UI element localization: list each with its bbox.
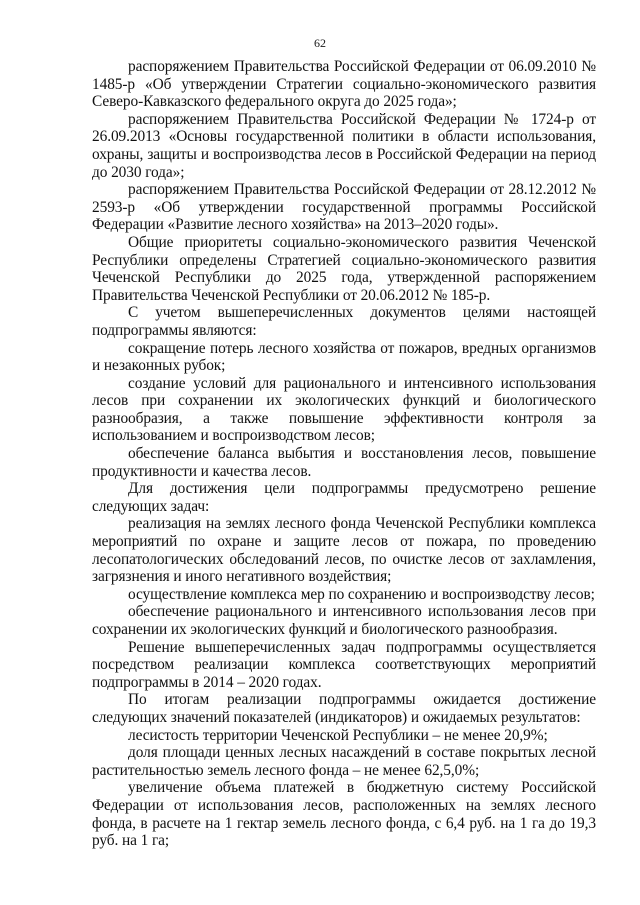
paragraph-result-2: доля площади ценных лесных насаждений в составе покрытых лесной растительностью земель лесного фонда – не менее 62,5,0%; [92,744,596,779]
paragraph-implementation: Решение вышеперечисленных задач подпрограммы осуществляется посредством реализации комплекса соответствующих мероприятий подпрограммы в 2014 – 2020 годах. [92,638,596,691]
paragraph-task-3: обеспечение рационального и интенсивного использования лесов при сохранении их экологических функций и биологического разнообразия. [92,603,596,638]
paragraph-result-1: лесистость территории Чеченской Республики – не менее 20,9%; [128,726,548,744]
paragraph-result-3: увеличение объема платежей в бюджетную систему Российской Федерации от использования лесов, расположенных на землях лесного фонда, в расчете на 1 гектар земель лесного фонда, с 6,4 руб. на 1 га до 19,3 руб. на 1 га; [92,779,596,850]
paragraph-tasks-intro: Для достижения цели подпрограммы предусмотрено решение следующих задач: [92,480,596,515]
paragraph-goal-1: сокращение потерь лесного хозяйства от пожаров, вредных организмов и незаконных рубок; [92,339,596,375]
page-number: 62 [314,36,326,50]
paragraph-task-1: реализация на землях лесного фонда Чеченской Республики комплекса мероприятий по охране и защите лесов от пожара, по проведению лесопатологических обследований лесов, по очистке лесов от захламления, загрязнения и иного негативного воздействия; [92,515,596,586]
paragraph-decree-1724: распоряжением Правительства Российской Федерации № 1724-р от 26.09.2013 «Основы государственной политики в области использования, охраны, защиты и воспроизводства лесов в Российской Федерации на период до 2030 года»; [92,110,596,181]
paragraph-goals-intro: С учетом вышеперечисленных документов целями настоящей подпрограммы являются: [92,304,596,339]
paragraph-task-2: осуществление комплекса мер по сохранению и воспроизводству лесов; [128,585,595,603]
paragraph-decree-1485: распоряжением Правительства Российской Федерации от 06.09.2010 № 1485-р «Об утверждении Стратегии социально-экономического развития Северо-Кавказского федерального округа до 2025 года»; [92,58,596,111]
paragraph-decree-2593: распоряжением Правительства Российской Федерации от 28.12.2012 № 2593-р «Об утверждении государственной программы Российской Федерации «Развитие лесного хозяйства» на 2013–2020 годы». [92,181,596,234]
paragraph-priorities: Общие приоритеты социально-экономического развития Чеченской Республики определены Стратегией социально-экономического развития Чеченской Республики до 2025 года, утвержденной распоряжением Правительства Чеченской Республики от 20.06.2012 № 185-р. [92,233,596,304]
paragraph-results-intro: По итогам реализации подпрограммы ожидается достижение следующих значений показателей (индикаторов) и ожидаемых результатов: [92,691,596,726]
document-body [92,58,596,850]
paragraph-goal-2: создание условий для рационального и интенсивного использования лесов при сохранении их экологических функций и биологического разнообразия, а также повышение эффективности контроля за использованием и воспроизводством лесов; [92,374,596,445]
paragraph-goal-3: обеспечение баланса выбытия и восстановления лесов, повышение продуктивности и качества лесов. [92,445,596,480]
